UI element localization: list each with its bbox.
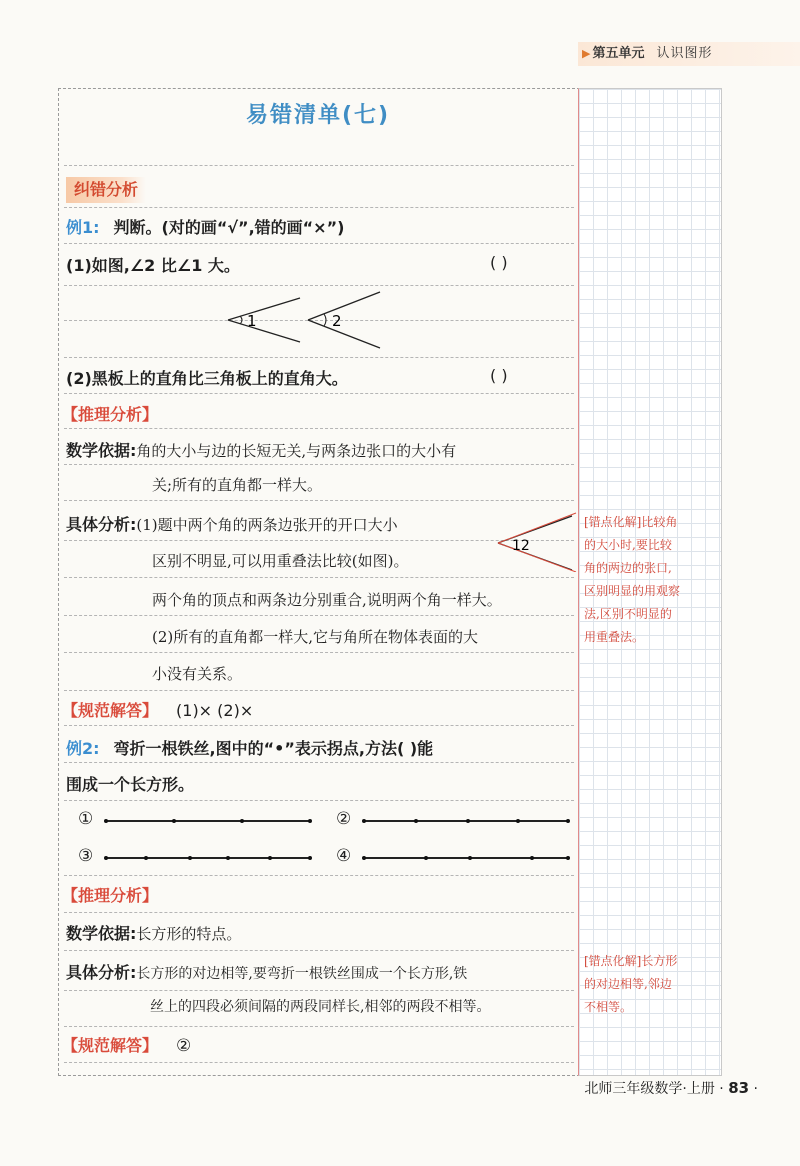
note1-tag: [错点化解] [584, 515, 642, 529]
triangle-marker-icon: ▶ [582, 47, 591, 60]
row-divider [64, 243, 574, 244]
bend-point [362, 856, 366, 860]
page-number: 83 [728, 1079, 750, 1097]
math-basis-label-2: 数学依据: [66, 924, 137, 943]
reasoning-heading-2: 【推理分析】 [62, 886, 159, 905]
footer-trail: · [753, 1081, 758, 1097]
detail-analysis-text: (1)题中两个角的两条边张开的开口大小 [136, 516, 398, 534]
detail-analysis-line2: 区别不明显,可以用重叠法比较(如图)。 [152, 552, 409, 570]
bend-point [308, 819, 312, 823]
detail-analysis-row [66, 512, 398, 535]
row-divider [64, 500, 574, 501]
bend-point [424, 856, 428, 860]
row-divider [64, 577, 574, 578]
row-divider [64, 165, 574, 166]
angle-2-figure [308, 292, 380, 348]
overlap-angle-figure [492, 512, 578, 572]
bend-point [466, 819, 470, 823]
math-basis-text: 角的大小与边的长短无关,与两条边张口的大小有 [136, 442, 457, 460]
example2-prompt-row [66, 736, 433, 759]
overlap-labels: 12 [512, 538, 530, 554]
option-4-number: ④ [336, 846, 352, 866]
math-basis-text-cont: 关;所有的直角都一样大。 [152, 476, 323, 494]
row-divider [64, 285, 574, 286]
row-divider [64, 428, 574, 429]
math-basis-row [66, 438, 456, 461]
standard-answer-heading-2: 【规范解答】 [62, 1036, 159, 1055]
note1-line: 法,区别不明显的 [584, 607, 672, 621]
unit-header [578, 42, 800, 66]
detail-analysis-text-2: 长方形的对边相等,要弯折一根铁丝围成一个长方形,铁 [136, 966, 468, 982]
bend-point [172, 819, 176, 823]
wire-option-4 [364, 857, 568, 859]
bend-point [104, 819, 108, 823]
note2-tag: [错点化解] [584, 954, 642, 968]
angle-1-label: 1 [247, 312, 257, 330]
bend-point [362, 819, 366, 823]
row-divider [64, 615, 574, 616]
angle-2-label: 2 [332, 312, 342, 330]
standard-answer: (1)× (2)× [176, 701, 254, 720]
row-divider [64, 690, 574, 691]
page-footer [584, 1078, 758, 1098]
wire-option-3 [106, 857, 310, 859]
bend-point [566, 856, 570, 860]
wire-option-1 [106, 820, 310, 822]
note1-line: 比较角 [641, 515, 678, 529]
row-divider [64, 912, 574, 913]
example1-prompt-row [66, 215, 344, 238]
example2-prompt: 弯折一根铁丝,图中的“•”表示拐点,方法( )能 [113, 739, 434, 758]
note1-line: 的大小时,要比较 [584, 538, 672, 552]
note2-line: 不相等。 [584, 1000, 633, 1014]
example2-prompt-cont: 围成一个长方形。 [66, 775, 195, 794]
row-divider [64, 207, 574, 208]
row-divider [64, 875, 574, 876]
detail-analysis-line4: (2)所有的直角都一样大,它与角所在物体表面的大 [152, 628, 479, 646]
example1-label: 例1: [66, 218, 100, 237]
row-divider [64, 652, 574, 653]
book-title: 北师三年级数学·上册 · [584, 1081, 724, 1097]
example1-question2: (2)黑板上的直角比三角板上的直角大。 [66, 369, 348, 388]
bend-point [530, 856, 534, 860]
page-title: 易错清单(七) [245, 103, 391, 128]
bend-point [188, 856, 192, 860]
detail-analysis-label: 具体分析: [66, 515, 137, 534]
note1-line: 用重叠法。 [584, 630, 645, 644]
bend-point [104, 856, 108, 860]
example1-question1: (1)如图,∠2 比∠1 大。 [66, 256, 240, 275]
row-divider [64, 1026, 574, 1027]
angle-figures [220, 290, 390, 352]
bend-point [268, 856, 272, 860]
answer-blank-2: ( ) [490, 366, 508, 385]
standard-answer-row-2 [62, 1033, 191, 1056]
row-divider [64, 990, 574, 991]
row-divider [64, 357, 574, 358]
unit-label: 第五单元 [592, 46, 645, 61]
reasoning-heading: 【推理分析】 [62, 405, 159, 424]
note2-line: 的对边相等,邻边 [584, 977, 672, 991]
row-divider [64, 1062, 574, 1063]
standard-answer-heading: 【规范解答】 [62, 701, 159, 720]
row-divider [64, 464, 574, 465]
example2-label: 例2: [66, 739, 100, 758]
detail-analysis-label-2: 具体分析: [66, 963, 137, 982]
example1-prompt: 判断。(对的画“√”,错的画“×”) [113, 218, 345, 237]
row-divider [64, 950, 574, 951]
detail-analysis-row-2 [66, 960, 467, 983]
error-fix-note-2 [584, 950, 716, 1019]
row-divider [64, 725, 574, 726]
angle-1-figure [228, 298, 300, 342]
detail-analysis-line5: 小没有关系。 [152, 665, 243, 683]
math-basis-label: 数学依据: [66, 441, 137, 460]
row-divider [64, 393, 574, 394]
note1-line: 角的两边的张口, [584, 561, 672, 575]
error-fix-note-1 [584, 511, 716, 649]
note1-line: 区别明显的用观察 [584, 584, 681, 598]
math-basis-row-2 [66, 921, 241, 944]
section-badge: 纠错分析 [66, 177, 146, 203]
answer-blank-1: ( ) [490, 253, 508, 272]
bend-point [240, 819, 244, 823]
standard-answer-2: ② [176, 1036, 192, 1056]
bend-point [144, 856, 148, 860]
unit-topic: 认识图形 [656, 46, 713, 61]
option-2-number: ② [336, 809, 352, 829]
option-1-number: ① [78, 809, 94, 829]
bend-point [516, 819, 520, 823]
note2-line: 长方形 [641, 954, 678, 968]
detail-analysis-line3: 两个角的顶点和两条边分别重合,说明两个角一样大。 [152, 591, 502, 609]
bend-point [308, 856, 312, 860]
row-divider [64, 800, 574, 801]
bend-point [468, 856, 472, 860]
bend-point [414, 819, 418, 823]
bend-point [226, 856, 230, 860]
standard-answer-row [62, 698, 253, 721]
row-divider [64, 762, 574, 763]
math-basis-text-2: 长方形的特点。 [136, 925, 242, 943]
bend-point [566, 819, 570, 823]
detail-analysis-text-2-cont: 丝上的四段必须间隔的两段同样长,相邻的两段不相等。 [150, 999, 491, 1015]
option-3-number: ③ [78, 846, 94, 866]
